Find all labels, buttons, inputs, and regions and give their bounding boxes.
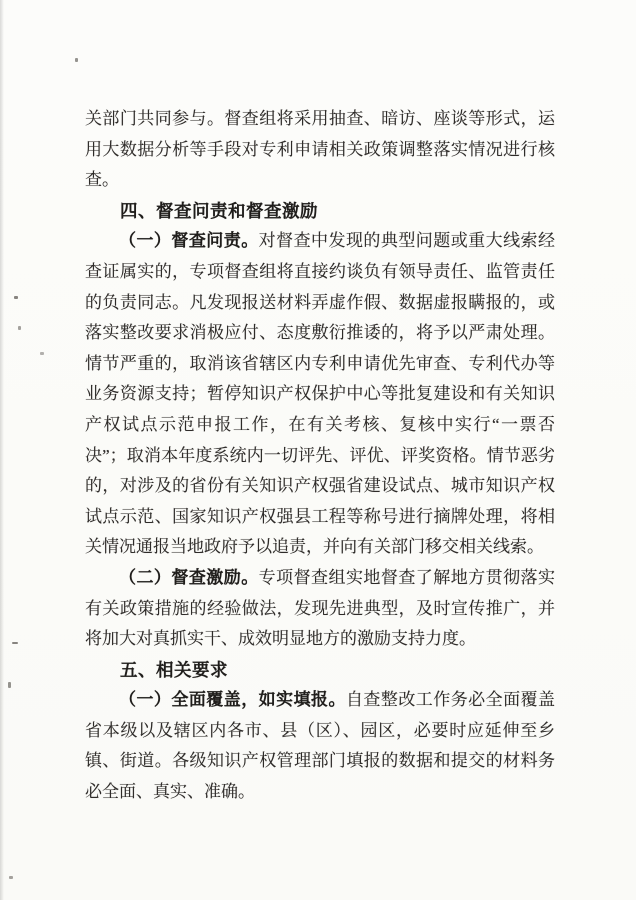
- scan-speck: [14, 296, 18, 299]
- paragraph-full-coverage: [85, 685, 555, 807]
- paragraph-supervision-incentive: [85, 563, 555, 655]
- scan-edge-shadow: [0, 0, 4, 900]
- document-text-block: [85, 104, 555, 808]
- section-heading-5: 五、相关要求: [120, 659, 228, 680]
- paragraph-text: 关部门共同参与。督查组将采用抽查、暗访、座谈等形式，运用大数据分析等手段对专利申请相关政策调整落实情况进行核查。: [85, 109, 555, 190]
- scan-speck: [9, 876, 13, 879]
- paragraph-text: 自查整改工作务必全面覆盖省本级以及辖区内各市、县（区）、园区，必要时应延伸至乡镇、街道。各级知识产权管理部门填报的数据和提交的材料务必全面、真实、准确。: [85, 690, 556, 802]
- scan-speck: [8, 682, 11, 688]
- scan-speck: [75, 58, 78, 62]
- paragraph-lead-label: （一）督查问责。: [119, 231, 259, 251]
- paragraph-text: 对督查中发现的典型问题或重大线索经查证属实的，专项督查组将直接约谈负有领导责任、监管责任的负责同志。凡发现报送材料弄虚作假、数据虚报瞒报的，或落实整改要求消极应付、态度敷衍推诿的，将予以严肃处理。情节严重的，取消该省辖区内专利申请优先审查、专利代办等业务资源支持；暂停知识产权保护中心等批复建设和有关知识产权试点示范申报工作，在有关考核、复核中实行“一票否决”；取消本年度系统内一切评先、评优、评奖资格。情节恶劣的，对涉及的省份有关知识产权强省建设试点、城市知识产权试点示范、国家知识产权强县工程等称号进行摘牌处理，将相关情况通报当地政府予以追责，并向有关部门移交相关线索。: [85, 231, 556, 557]
- scan-speck: [18, 326, 21, 330]
- paragraph-lead-label: （二）督查激励。: [119, 567, 259, 587]
- section-heading-4: 四、督查问责和督查激励: [120, 200, 318, 221]
- paragraph-supervision-accountability: [85, 226, 555, 563]
- paragraph-text: 专项督查组实地督查了解地方贯彻落实有关政策措施的经验做法，发现先进典型，及时宣传推广，并将加大对真抓实干、成效明显地方的激励支持力度。: [85, 567, 556, 649]
- scan-speck: [12, 642, 18, 644]
- paragraph-continuation: [85, 104, 555, 196]
- paragraph-lead-label: （一）全面覆盖，如实填报。: [119, 690, 346, 710]
- scan-speck: [40, 352, 44, 355]
